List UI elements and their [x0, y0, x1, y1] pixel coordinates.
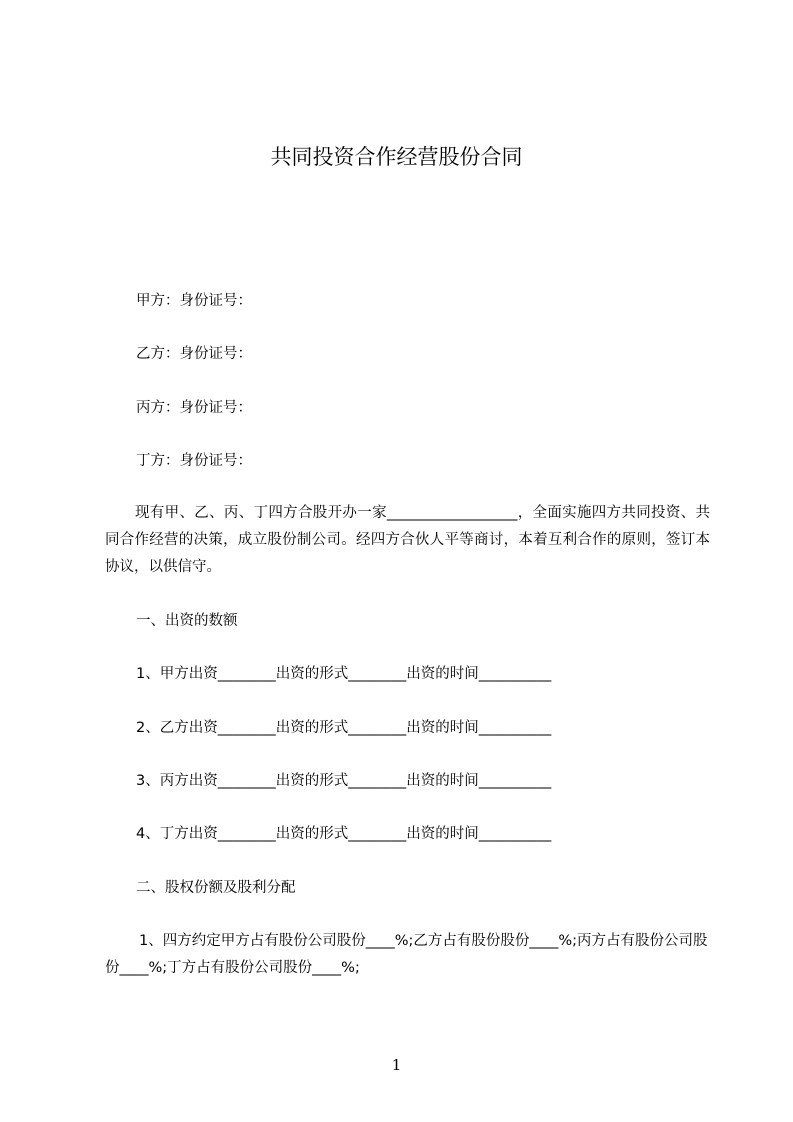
party-c-line: 丙方：身份证号： — [136, 400, 252, 416]
party-d-line: 丁方：身份证号： — [136, 453, 252, 469]
investment-item-1: 1、甲方出资________出资的形式________出资的时间__________ — [136, 666, 552, 682]
document-title: 共同投资合作经营股份合同 — [270, 145, 523, 169]
share-item-1: 1、四方约定甲方占有股份公司股份____%;乙方占有股份股份____%;丙方占有股份公司股份____%;丁方占有股份公司股份____%; — [105, 933, 708, 976]
section-2-heading: 二、股权份额及股利分配 — [136, 880, 296, 896]
investment-item-4: 4、丁方出资________出资的形式________出资的时间__________ — [136, 826, 552, 842]
page-number: 1 — [391, 1056, 402, 1074]
investment-item-2: 2、乙方出资________出资的形式________出资的时间__________ — [136, 720, 552, 736]
intro-paragraph: 现有甲、乙、丙、丁四方合股开办一家__________________，全面实施四方共同投资、共同合作经营的决策，成立股份制公司。经四方合伙人平等商讨，本着互利合作的原则，签订本协议，以供信守。 — [105, 505, 710, 575]
party-a-line: 甲方：身份证号： — [136, 293, 252, 309]
section-1-heading: 一、出资的数额 — [136, 613, 238, 629]
party-b-line: 乙方：身份证号： — [136, 346, 252, 362]
investment-item-3: 3、丙方出资________出资的形式________出资的时间__________ — [136, 773, 552, 789]
